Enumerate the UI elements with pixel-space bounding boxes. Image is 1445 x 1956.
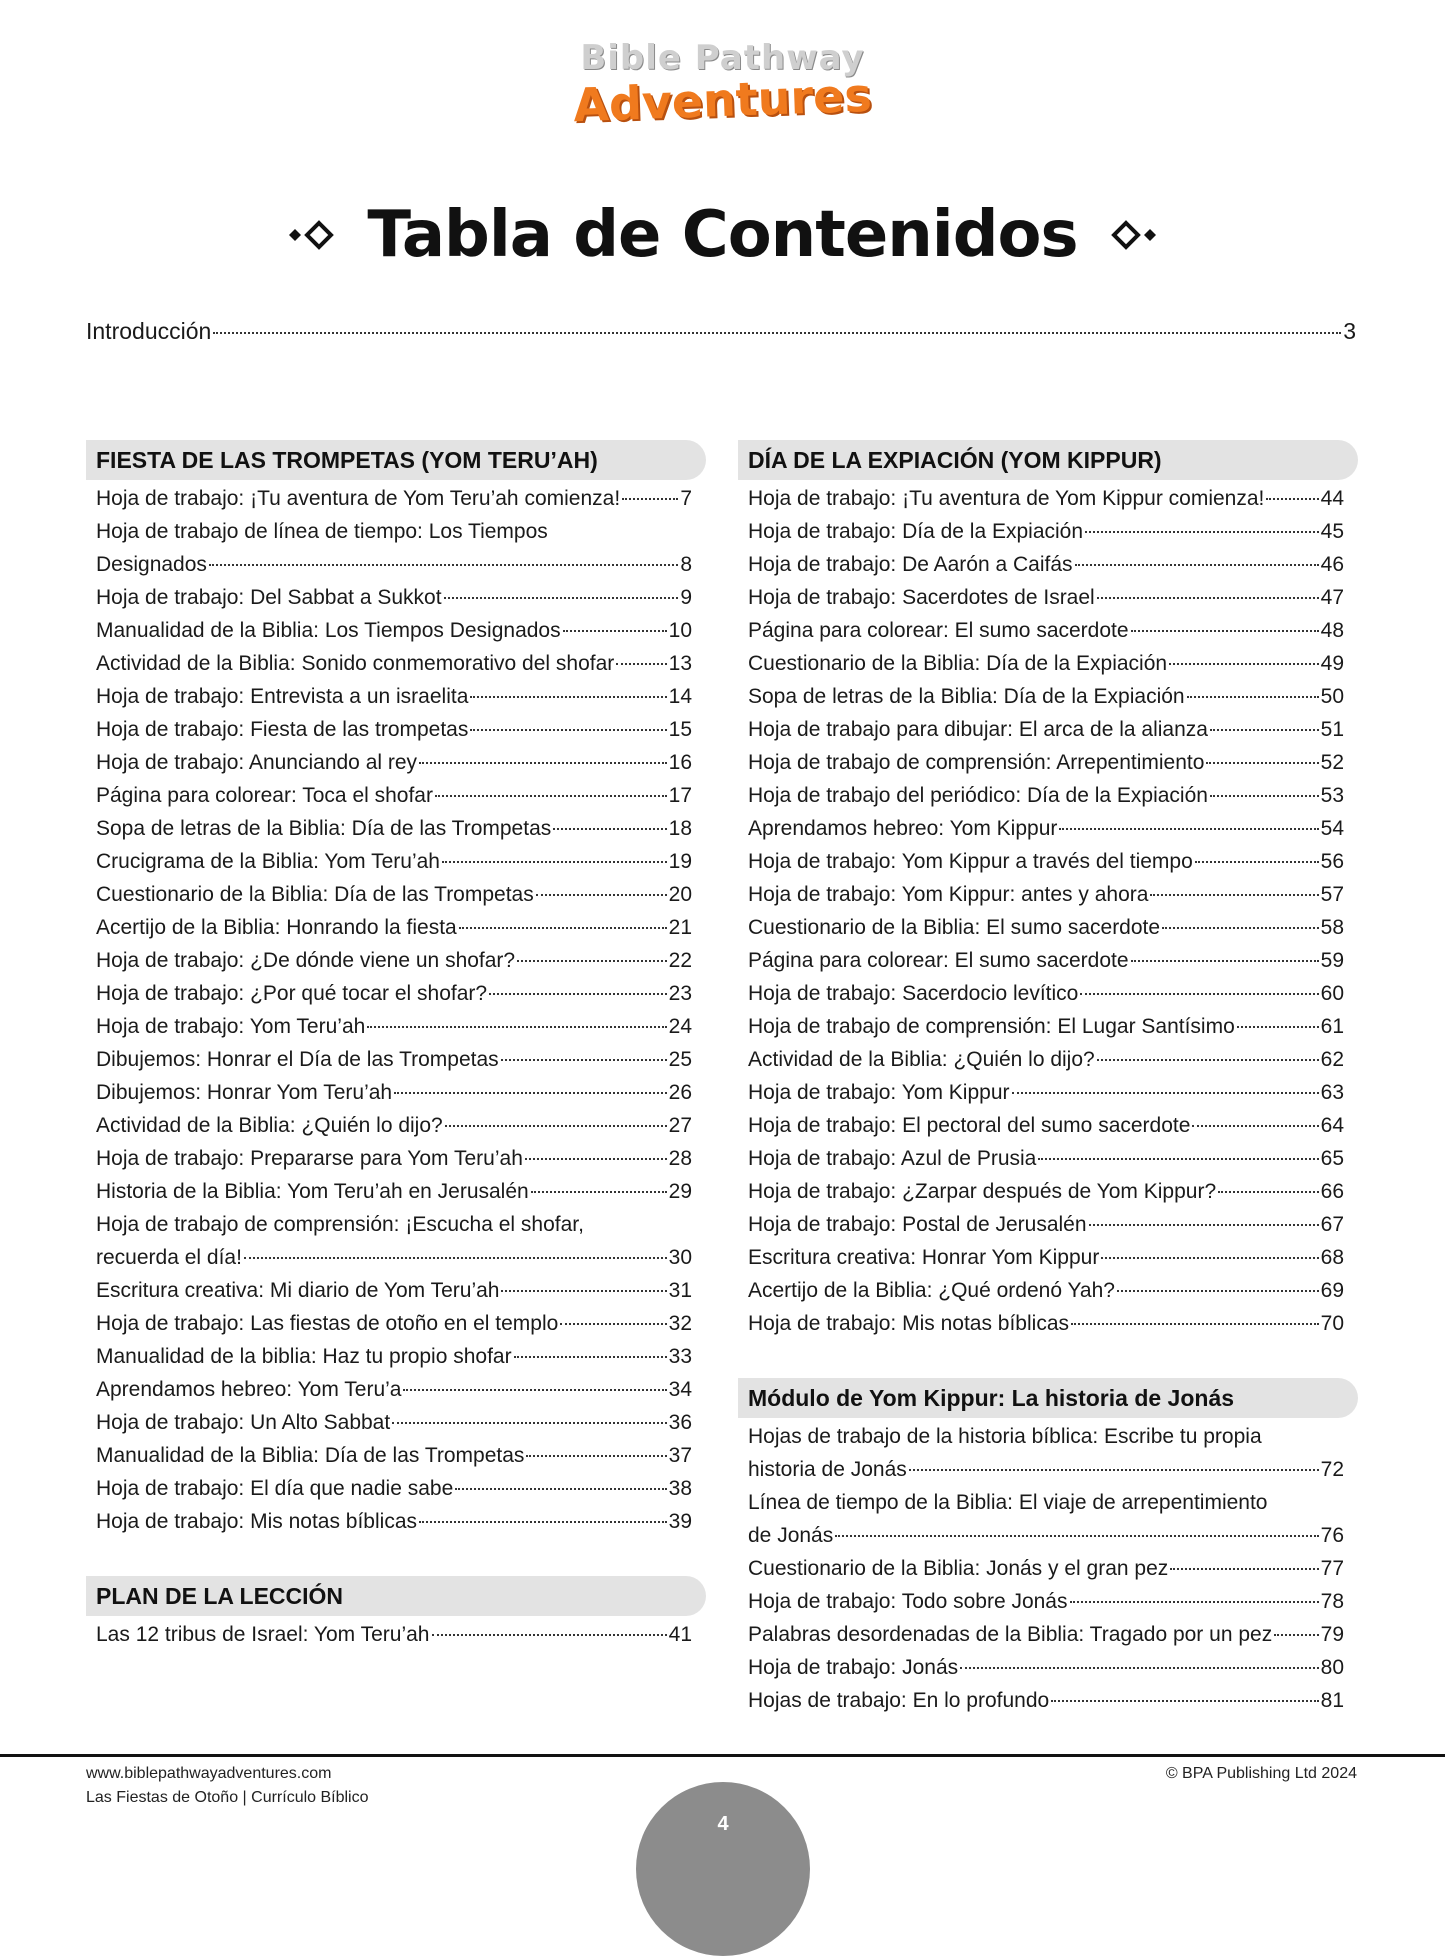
toc-entry-label: Hoja de trabajo: Sacerdocio levítico: [748, 982, 1079, 1005]
toc-entry-label: Historia de la Biblia: Yom Teru’ah en Jerusalén: [96, 1180, 529, 1203]
toc-entry-label: Hoja de trabajo del periódico: Día de la Expiación: [748, 784, 1208, 807]
toc-entry[interactable]: [86, 944, 706, 977]
dot-leader: [514, 1356, 667, 1358]
toc-entry-page: 70: [1320, 1312, 1344, 1335]
toc-entry-label: Hoja de trabajo: Yom Kippur: [748, 1081, 1010, 1104]
toc-entry-label: Hoja de trabajo: ¡Tu aventura de Yom Teru’ah comienza!: [96, 487, 621, 510]
toc-entry-page: 56: [1320, 850, 1344, 873]
dot-leader: [1274, 1634, 1318, 1636]
footer-website[interactable]: www.biblepathwayadventures.com: [86, 1765, 332, 1782]
dot-leader: [1206, 762, 1318, 764]
toc-entry-label: historia de Jonás: [748, 1458, 907, 1481]
toc-entry-page: 45: [1320, 520, 1344, 543]
toc-entry[interactable]: [738, 746, 1358, 779]
logo: [0, 38, 1445, 133]
dot-leader: [444, 597, 679, 599]
dot-leader: [553, 828, 666, 830]
toc-entry[interactable]: [738, 1010, 1358, 1043]
dot-leader: [1210, 795, 1319, 797]
toc-entry[interactable]: [86, 614, 706, 647]
toc-entry[interactable]: [86, 713, 706, 746]
toc-entry-label: recuerda el día!: [96, 1246, 242, 1269]
toc-entry-page: 76: [1320, 1524, 1344, 1547]
toc-entry-page: 7: [680, 487, 692, 510]
dot-leader: [1210, 729, 1319, 731]
dot-leader: [1117, 1290, 1319, 1292]
toc-entry-label: Hoja de trabajo: Yom Kippur: antes y ahora: [748, 883, 1149, 906]
toc-entry[interactable]: [738, 581, 1358, 614]
toc-entry-label: Sopa de letras de la Biblia: Día de la Expiación: [748, 685, 1185, 708]
toc-entry-label: Hoja de trabajo: Día de la Expiación: [748, 520, 1084, 543]
toc-entry-label-line1: Hojas de trabajo de la historia bíblica: Escribe tu propia: [748, 1425, 1262, 1448]
toc-entry-label: Hoja de trabajo: El pectoral del sumo sacerdote: [748, 1114, 1191, 1137]
toc-entry-page: 27: [668, 1114, 692, 1137]
toc-entry-page: 80: [1320, 1656, 1344, 1679]
toc-entry-label: Hoja de trabajo: ¿Zarpar después de Yom Kippur?: [748, 1180, 1217, 1203]
logo-bottom-text: Adventures: [572, 67, 873, 133]
toc-entry[interactable]: [738, 1175, 1358, 1208]
dot-leader: [1266, 498, 1318, 500]
diamond-ornament-right-icon: [1100, 215, 1164, 255]
dot-leader: [1059, 828, 1318, 830]
toc-entry[interactable]: [86, 1307, 706, 1340]
toc-entry-page: 65: [1320, 1147, 1344, 1170]
toc-entry-page: 69: [1320, 1279, 1344, 1302]
toc-entry-page: 58: [1320, 916, 1344, 939]
toc-entry-label-line1: Línea de tiempo de la Biblia: El viaje de arrepentimiento: [748, 1491, 1268, 1514]
toc-entry-label: Página para colorear: El sumo sacerdote: [748, 619, 1129, 642]
toc-entry-page: 13: [668, 652, 692, 675]
toc-entry-label: Hojas de trabajo: En lo profundo: [748, 1689, 1050, 1712]
dot-leader: [1012, 1092, 1319, 1094]
right-column: [738, 440, 1358, 1717]
toc-entry[interactable]: [738, 1208, 1358, 1241]
dot-leader: [1169, 663, 1319, 665]
toc-entry-label: Hoja de trabajo: El día que nadie sabe: [96, 1477, 454, 1500]
dot-leader: [1080, 993, 1318, 995]
dot-leader: [213, 332, 1341, 334]
toc-entry-label: Hoja de trabajo: Postal de Jerusalén: [748, 1213, 1087, 1236]
toc-entry-page: 53: [1320, 784, 1344, 807]
toc-entry[interactable]: [738, 1585, 1358, 1618]
toc-entry-label: Acertijo de la Biblia: ¿Qué ordenó Yah?: [748, 1279, 1115, 1302]
toc-entry-page: 9: [680, 586, 692, 609]
toc-entry-label: Hoja de trabajo: Todo sobre Jonás: [748, 1590, 1068, 1613]
dot-leader: [1195, 861, 1319, 863]
toc-entry-page: 10: [668, 619, 692, 642]
toc-entry[interactable]: [738, 1241, 1358, 1274]
toc-entry[interactable]: [86, 1406, 706, 1439]
toc-entry-page: 29: [668, 1180, 692, 1203]
page-title: Tabla de Contenidos: [367, 198, 1078, 272]
dot-leader: [1038, 1158, 1318, 1160]
dot-leader: [536, 894, 667, 896]
dot-leader: [445, 1125, 667, 1127]
toc-entry[interactable]: [86, 680, 706, 713]
toc-entry-label-line1: Hoja de trabajo de línea de tiempo: Los Tiempos: [96, 520, 548, 543]
toc-entry-page: 57: [1320, 883, 1344, 906]
toc-entry-label: Manualidad de la biblia: Haz tu propio shofar: [96, 1345, 512, 1368]
section-heading: Módulo de Yom Kippur: La historia de Jonás: [738, 1378, 1358, 1418]
toc-entry-page: 72: [1320, 1458, 1344, 1481]
toc-entry[interactable]: [738, 812, 1358, 845]
toc-entry-label: Hoja de trabajo: Del Sabbat a Sukkot: [96, 586, 442, 609]
intro-entry[interactable]: [86, 318, 1356, 345]
dot-leader: [403, 1389, 666, 1391]
toc-entry[interactable]: [738, 713, 1358, 746]
toc-entry[interactable]: [86, 1340, 706, 1373]
toc-entry-page: 44: [1320, 487, 1344, 510]
toc-entry[interactable]: [738, 614, 1358, 647]
toc-entry-label: Aprendamos hebreo: Yom Kippur: [748, 817, 1058, 840]
toc-entry-page: 15: [668, 718, 692, 741]
toc-entry-page: 50: [1320, 685, 1344, 708]
toc-entry[interactable]: [738, 944, 1358, 977]
toc-entry[interactable]: [86, 1076, 706, 1109]
toc-entry-label: Hoja de trabajo: ¿De dónde viene un shofar?: [96, 949, 516, 972]
toc-entry-label: Designados: [96, 553, 207, 576]
toc-entry[interactable]: [738, 977, 1358, 1010]
toc-entry[interactable]: [738, 482, 1358, 515]
dot-leader: [517, 960, 667, 962]
toc-entry[interactable]: [738, 1486, 1358, 1552]
toc-entry[interactable]: [86, 845, 706, 878]
toc-entry-page: 23: [668, 982, 692, 1005]
section-gap: [86, 1538, 706, 1576]
dot-leader: [470, 729, 666, 731]
toc-entry-page: 33: [668, 1345, 692, 1368]
toc-entry[interactable]: [738, 1684, 1358, 1717]
section-heading: PLAN DE LA LECCIÓN: [86, 1576, 706, 1616]
toc-entry-page: 39: [668, 1510, 692, 1533]
dot-leader: [1097, 597, 1319, 599]
toc-entry-label-line1: Hoja de trabajo de comprensión: ¡Escucha el shofar,: [96, 1213, 584, 1236]
dot-leader: [1170, 1568, 1318, 1570]
section-heading: DÍA DE LA EXPIACIÓN (YOM KIPPUR): [738, 440, 1358, 480]
dot-leader: [1237, 1026, 1319, 1028]
dot-leader: [435, 795, 667, 797]
dot-leader: [501, 1290, 666, 1292]
toc-entry-page: 78: [1320, 1590, 1344, 1613]
toc-entry-page: 30: [668, 1246, 692, 1269]
toc-entry-page: 54: [1320, 817, 1344, 840]
dot-leader: [1101, 1257, 1318, 1259]
dot-leader: [1089, 1224, 1319, 1226]
footer-subtitle: Las Fiestas de Otoño | Currículo Bíblico: [86, 1789, 369, 1806]
toc-entry-page: 21: [668, 916, 692, 939]
toc-entry-label: Manualidad de la Biblia: Los Tiempos Designados: [96, 619, 561, 642]
toc-entry-page: 51: [1320, 718, 1344, 741]
toc-entry-label: Cuestionario de la Biblia: El sumo sacerdote: [748, 916, 1161, 939]
toc-entry-label: Hoja de trabajo: Sacerdotes de Israel: [748, 586, 1095, 609]
section-heading: FIESTA DE LAS TROMPETAS (YOM TERU’AH): [86, 440, 706, 480]
toc-entry-page: 26: [668, 1081, 692, 1104]
toc-entry[interactable]: [86, 1142, 706, 1175]
toc-entry-label: Acertijo de la Biblia: Honrando la fiesta: [96, 916, 457, 939]
toc-entry[interactable]: [86, 878, 706, 911]
dot-leader: [835, 1535, 1318, 1537]
toc-entry[interactable]: [738, 1109, 1358, 1142]
dot-leader: [1071, 1323, 1319, 1325]
toc-entry[interactable]: [86, 1505, 706, 1538]
dot-leader: [909, 1469, 1319, 1471]
toc-entry-page: 47: [1320, 586, 1344, 609]
toc-entry[interactable]: [86, 977, 706, 1010]
toc-entry-label: Hoja de trabajo: Jonás: [748, 1656, 959, 1679]
toc-entry[interactable]: [738, 1043, 1358, 1076]
toc-entry-label: Cuestionario de la Biblia: Día de la Expiación: [748, 652, 1168, 675]
dot-leader: [459, 927, 667, 929]
toc-entry-page: 63: [1320, 1081, 1344, 1104]
toc-entry[interactable]: [86, 1109, 706, 1142]
dot-leader: [244, 1257, 667, 1259]
toc-entry[interactable]: [738, 680, 1358, 713]
toc-entry[interactable]: [86, 911, 706, 944]
toc-entry-page: 79: [1320, 1623, 1344, 1646]
footer-divider: [0, 1754, 1445, 1757]
toc-entry-page: 41: [668, 1623, 692, 1646]
dot-leader: [1150, 894, 1318, 896]
dot-leader: [1131, 960, 1319, 962]
toc-entry-page: 59: [1320, 949, 1344, 972]
toc-entry-label: Crucigrama de la Biblia: Yom Teru’ah: [96, 850, 440, 873]
toc-entry-page: 22: [668, 949, 692, 972]
toc-entry-page: 49: [1320, 652, 1344, 675]
title-row: [0, 195, 1445, 275]
toc-entry[interactable]: [738, 845, 1358, 878]
toc-entry-label: Aprendamos hebreo: Yom Teru’a: [96, 1378, 402, 1401]
toc-entry-label: Escritura creativa: Mi diario de Yom Teru’ah: [96, 1279, 500, 1302]
dot-leader: [1187, 696, 1319, 698]
toc-entry[interactable]: [738, 1651, 1358, 1684]
dot-leader: [1051, 1700, 1318, 1702]
toc-entry-page: 36: [668, 1411, 692, 1434]
page-number-badge: [636, 1782, 810, 1956]
footer-copyright: © BPA Publishing Ltd 2024: [1165, 1765, 1357, 1782]
dot-leader: [563, 630, 667, 632]
dot-leader: [1085, 531, 1319, 533]
toc-entry-page: 46: [1320, 553, 1344, 576]
toc-entry[interactable]: [738, 1552, 1358, 1585]
toc-entry[interactable]: [738, 911, 1358, 944]
toc-entry-label: Dibujemos: Honrar Yom Teru’ah: [96, 1081, 393, 1104]
toc-entry-label: Hoja de trabajo para dibujar: El arca de la alianza: [748, 718, 1208, 741]
toc-entry[interactable]: [738, 1420, 1358, 1486]
toc-entry[interactable]: [738, 1076, 1358, 1109]
footer-left: [86, 1762, 369, 1810]
toc-entry-label: Hoja de trabajo: Yom Teru’ah: [96, 1015, 366, 1038]
toc-entry[interactable]: [86, 647, 706, 680]
toc-entry-label: de Jonás: [748, 1524, 834, 1547]
toc-entry[interactable]: [738, 515, 1358, 548]
dot-leader: [960, 1667, 1319, 1669]
dot-leader: [622, 498, 678, 500]
toc-entry[interactable]: [86, 1010, 706, 1043]
toc-entry[interactable]: [738, 1307, 1358, 1340]
diamond-ornament-left-icon: [281, 215, 345, 255]
logo-top-text: Bible Pathway: [580, 38, 865, 78]
toc-entry[interactable]: [86, 812, 706, 845]
dot-leader: [394, 1092, 667, 1094]
dot-leader: [470, 696, 666, 698]
intro-page: 3: [1343, 318, 1356, 344]
toc-entry-page: 38: [668, 1477, 692, 1500]
toc-entry-label: Hoja de trabajo: ¿Por qué tocar el shofar?: [96, 982, 488, 1005]
left-column: [86, 440, 706, 1651]
toc-entry-label: Actividad de la Biblia: Sonido conmemorativo del shofar: [96, 652, 615, 675]
toc-entry-label: Cuestionario de la Biblia: Jonás y el gran pez: [748, 1557, 1169, 1580]
toc-entry-label: Hoja de trabajo: De Aarón a Caifás: [748, 553, 1073, 576]
toc-entry-label: Actividad de la Biblia: ¿Quién lo dijo?: [96, 1114, 443, 1137]
page-number: 4: [717, 1813, 729, 1835]
dot-leader: [419, 762, 667, 764]
toc-entry-page: 62: [1320, 1048, 1344, 1071]
toc-entry-page: 8: [680, 553, 692, 576]
toc-entry-label: Las 12 tribus de Israel: Yom Teru’ah: [96, 1623, 430, 1646]
dot-leader: [367, 1026, 666, 1028]
toc-entry-label: Hoja de trabajo: Azul de Prusia: [748, 1147, 1037, 1170]
toc-entry-label: Página para colorear: El sumo sacerdote: [748, 949, 1129, 972]
toc-entry[interactable]: [738, 548, 1358, 581]
toc-entry[interactable]: [738, 779, 1358, 812]
toc-entry-page: 18: [668, 817, 692, 840]
dot-leader: [432, 1634, 667, 1636]
toc-entry[interactable]: [738, 878, 1358, 911]
toc-entry[interactable]: [86, 1373, 706, 1406]
toc-entry-label: Hoja de trabajo: Las fiestas de otoño en el templo: [96, 1312, 559, 1335]
toc-entry-page: 64: [1320, 1114, 1344, 1137]
toc-entry-label: Cuestionario de la Biblia: Día de las Trompetas: [96, 883, 534, 906]
dot-leader: [1131, 630, 1319, 632]
toc-entry-page: 52: [1320, 751, 1344, 774]
toc-entry[interactable]: [86, 1043, 706, 1076]
toc-entry-page: 32: [668, 1312, 692, 1335]
toc-entry[interactable]: [86, 1618, 706, 1651]
toc-entry-page: 61: [1320, 1015, 1344, 1038]
dot-leader: [489, 993, 667, 995]
toc-entry[interactable]: [86, 581, 706, 614]
dot-leader: [455, 1488, 666, 1490]
toc-entry-label: Hoja de trabajo de comprensión: Arrepentimiento: [748, 751, 1205, 774]
dot-leader: [209, 564, 678, 566]
dot-leader: [1070, 1601, 1319, 1603]
toc-entry-label: Página para colorear: Toca el shofar: [96, 784, 433, 807]
toc-entry-page: 25: [668, 1048, 692, 1071]
toc-entry-label: Hoja de trabajo: Fiesta de las trompetas: [96, 718, 469, 741]
toc-entry[interactable]: [86, 779, 706, 812]
toc-entry[interactable]: [86, 1439, 706, 1472]
toc-entry[interactable]: [738, 1618, 1358, 1651]
toc-entry-label: Actividad de la Biblia: ¿Quién lo dijo?: [748, 1048, 1095, 1071]
dot-leader: [1162, 927, 1319, 929]
toc-entry-page: 37: [668, 1444, 692, 1467]
toc-entry-page: 16: [668, 751, 692, 774]
toc-entry[interactable]: [86, 1472, 706, 1505]
toc-entry-label: Hoja de trabajo: Yom Kippur a través del tiempo: [748, 850, 1193, 873]
toc-entry-label: Hoja de trabajo: Prepararse para Yom Teru’ah: [96, 1147, 523, 1170]
toc-entry-label: Hoja de trabajo: ¡Tu aventura de Yom Kippur comienza!: [748, 487, 1265, 510]
toc-entry[interactable]: [738, 647, 1358, 680]
toc-entry-page: 66: [1320, 1180, 1344, 1203]
toc-entry-label: Dibujemos: Honrar el Día de las Trompetas: [96, 1048, 499, 1071]
dot-leader: [526, 1455, 666, 1457]
toc-entry[interactable]: [86, 1208, 706, 1274]
toc-entry-page: 17: [668, 784, 692, 807]
toc-entry-page: 81: [1320, 1689, 1344, 1712]
toc-entry-page: 20: [668, 883, 692, 906]
toc-entry-page: 19: [668, 850, 692, 873]
dot-leader: [501, 1059, 667, 1061]
toc-entry-label: Hoja de trabajo: Mis notas bíblicas: [748, 1312, 1069, 1335]
toc-entry-page: 31: [668, 1279, 692, 1302]
toc-entry-label: Escritura creativa: Honrar Yom Kippur: [748, 1246, 1100, 1269]
toc-entry-page: 24: [668, 1015, 692, 1038]
toc-entry-label: Hoja de trabajo: Un Alto Sabbat: [96, 1411, 391, 1434]
toc-entry-label: Manualidad de la Biblia: Día de las Trompetas: [96, 1444, 525, 1467]
toc-entry-label: Hoja de trabajo de comprensión: El Lugar Santísimo: [748, 1015, 1235, 1038]
dot-leader: [525, 1158, 667, 1160]
toc-entry[interactable]: [738, 1142, 1358, 1175]
dot-leader: [1075, 564, 1319, 566]
toc-entry-label: Sopa de letras de la Biblia: Día de las Trompetas: [96, 817, 552, 840]
dot-leader: [560, 1323, 666, 1325]
dot-leader: [392, 1422, 666, 1424]
toc-entry-label: Hoja de trabajo: Entrevista a un israelita: [96, 685, 469, 708]
dot-leader: [419, 1521, 667, 1523]
dot-leader: [531, 1191, 667, 1193]
toc-entry[interactable]: [738, 1274, 1358, 1307]
toc-entry-page: 14: [668, 685, 692, 708]
dot-leader: [1218, 1191, 1319, 1193]
dot-leader: [616, 663, 666, 665]
toc-entry-page: 48: [1320, 619, 1344, 642]
dot-leader: [442, 861, 667, 863]
toc-entry[interactable]: [86, 482, 706, 515]
toc-entry[interactable]: [86, 746, 706, 779]
intro-label: Introducción: [86, 318, 212, 344]
toc-entry-label: Palabras desordenadas de la Biblia: Tragado por un pez: [748, 1623, 1273, 1646]
toc-entry-page: 67: [1320, 1213, 1344, 1236]
toc-entry[interactable]: [86, 1274, 706, 1307]
dot-leader: [1192, 1125, 1318, 1127]
toc-entry-page: 68: [1320, 1246, 1344, 1269]
toc-entry-label: Hoja de trabajo: Anunciando al rey: [96, 751, 418, 774]
toc-entry-page: 34: [668, 1378, 692, 1401]
toc-entry[interactable]: [86, 1175, 706, 1208]
dot-leader: [1097, 1059, 1319, 1061]
toc-entry-page: 60: [1320, 982, 1344, 1005]
toc-entry-label: Hoja de trabajo: Mis notas bíblicas: [96, 1510, 417, 1533]
section-gap: [738, 1340, 1358, 1378]
toc-entry-page: 77: [1320, 1557, 1344, 1580]
toc-entry[interactable]: [86, 515, 706, 581]
toc-entry-page: 28: [668, 1147, 692, 1170]
